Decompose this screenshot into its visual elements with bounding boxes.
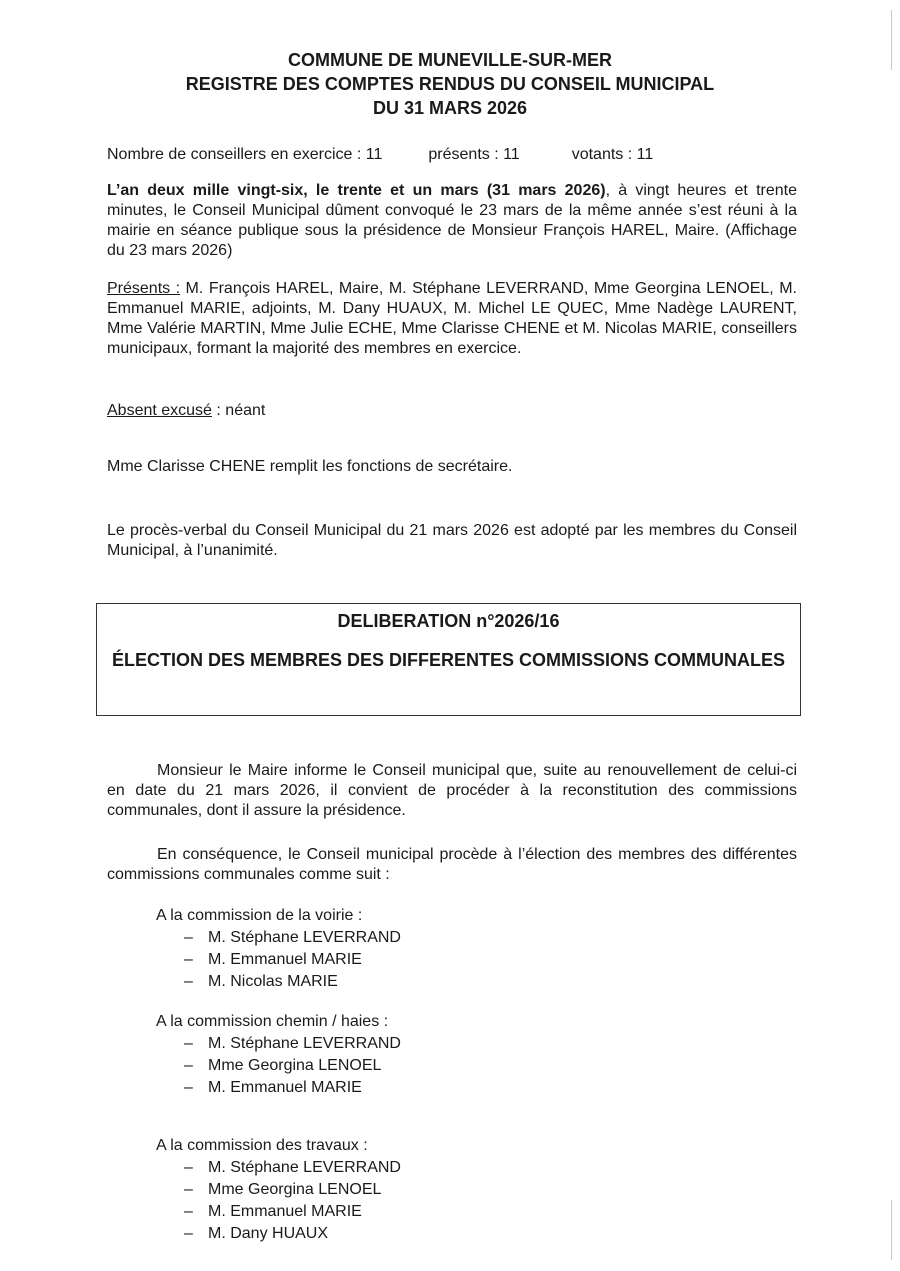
commission-chemin-haies — [156, 1011, 401, 1099]
presents-text: M. François HAREL, Maire, M. Stéphane LEVERRAND, Mme Georgina LENOEL, M. Emmanuel MARIE, adjoints, M. Dany HUAUX, M. Michel LE QUEC, Mme Nadège LAURENT, Mme Valérie MARTIN, Mme Julie ECHE, Mme Clarisse CHENE et M. Nicolas MARIE, conseillers municipaux, formant la majorité des membres en exercice. — [107, 280, 798, 357]
absent-paragraph — [107, 401, 797, 421]
count-presents: présents : 11 — [428, 146, 520, 163]
commission-title: A la commission de la voirie : — [156, 907, 363, 924]
count-votants: votants : 11 — [571, 146, 654, 163]
absent-text: : néant — [211, 402, 266, 419]
list-item: – M. Nicolas MARIE — [156, 971, 401, 993]
commission-title: A la commission chemin / haies : — [156, 1013, 389, 1030]
list-item: – Mme Georgina LENOEL — [156, 1055, 401, 1077]
commission-voirie — [156, 905, 401, 993]
document-header — [0, 48, 900, 120]
deliberation-box — [96, 603, 801, 716]
scan-edge-mark — [891, 1200, 892, 1260]
intro-paragraph — [107, 181, 797, 261]
list-item: – M. Stéphane LEVERRAND — [156, 1157, 401, 1179]
commission-title: A la commission des travaux : — [156, 1137, 368, 1154]
secretary-paragraph: Mme Clarisse CHENE remplit les fonctions de secrétaire. — [107, 458, 513, 475]
list-item: – M. Dany HUAUX — [156, 1223, 401, 1245]
list-item: – M. Emmanuel MARIE — [156, 949, 401, 971]
presents-label: Présents : — [107, 280, 181, 297]
body-paragraph-1: Monsieur le Maire informe le Conseil municipal que, suite au renouvellement de celui-ci en date du 21 mars 2026, il convient de procéder à la reconstitution des commissions communales, dont il assure la présidence. — [107, 762, 797, 819]
scan-edge-mark — [891, 10, 892, 70]
member-list — [156, 1033, 401, 1099]
council-counts — [107, 146, 653, 164]
member-list — [156, 1157, 401, 1245]
list-item: – Mme Georgina LENOEL — [156, 1179, 401, 1201]
deliberation-title: ÉLECTION DES MEMBRES DES DIFFERENTES COMMISSIONS COMMUNALES — [111, 650, 786, 670]
presents-paragraph — [107, 279, 797, 359]
list-item: – M. Emmanuel MARIE — [156, 1201, 401, 1223]
pv-paragraph: Le procès-verbal du Conseil Municipal du 21 mars 2026 est adopté par les membres du Conseil Municipal, à l’unanimité. — [107, 522, 797, 559]
member-list — [156, 927, 401, 993]
list-item: – M. Emmanuel MARIE — [156, 1077, 401, 1099]
commune-title: COMMUNE DE MUNEVILLE-SUR-MER — [288, 50, 612, 70]
list-item: – M. Stéphane LEVERRAND — [156, 1033, 401, 1055]
intro-text: , à vingt heures et trente minutes, le Conseil Municipal dûment convoqué le 23 mars de la même année s’est réuni à la mairie en séance publique sous la présidence de Monsieur François HAREL, Maire. (Affichage du 23 mars 2026) — [107, 182, 798, 259]
session-date: DU 31 MARS 2026 — [372, 98, 528, 118]
commission-travaux — [156, 1135, 401, 1245]
body-paragraph-2: En conséquence, le Conseil municipal procède à l’élection des membres des différentes commissions communales comme suit : — [107, 846, 797, 883]
list-item: – M. Stéphane LEVERRAND — [156, 927, 401, 949]
deliberation-number: DELIBERATION n°2026/16 — [337, 611, 560, 631]
count-exercice: Nombre de conseillers en exercice : 11 — [107, 146, 383, 163]
register-title: REGISTRE DES COMPTES RENDUS DU CONSEIL MUNICIPAL — [185, 74, 715, 94]
absent-label: Absent excusé — [107, 402, 212, 419]
intro-date-bold: L’an deux mille vingt-six, le trente et un mars (31 mars 2026) — [107, 182, 606, 199]
